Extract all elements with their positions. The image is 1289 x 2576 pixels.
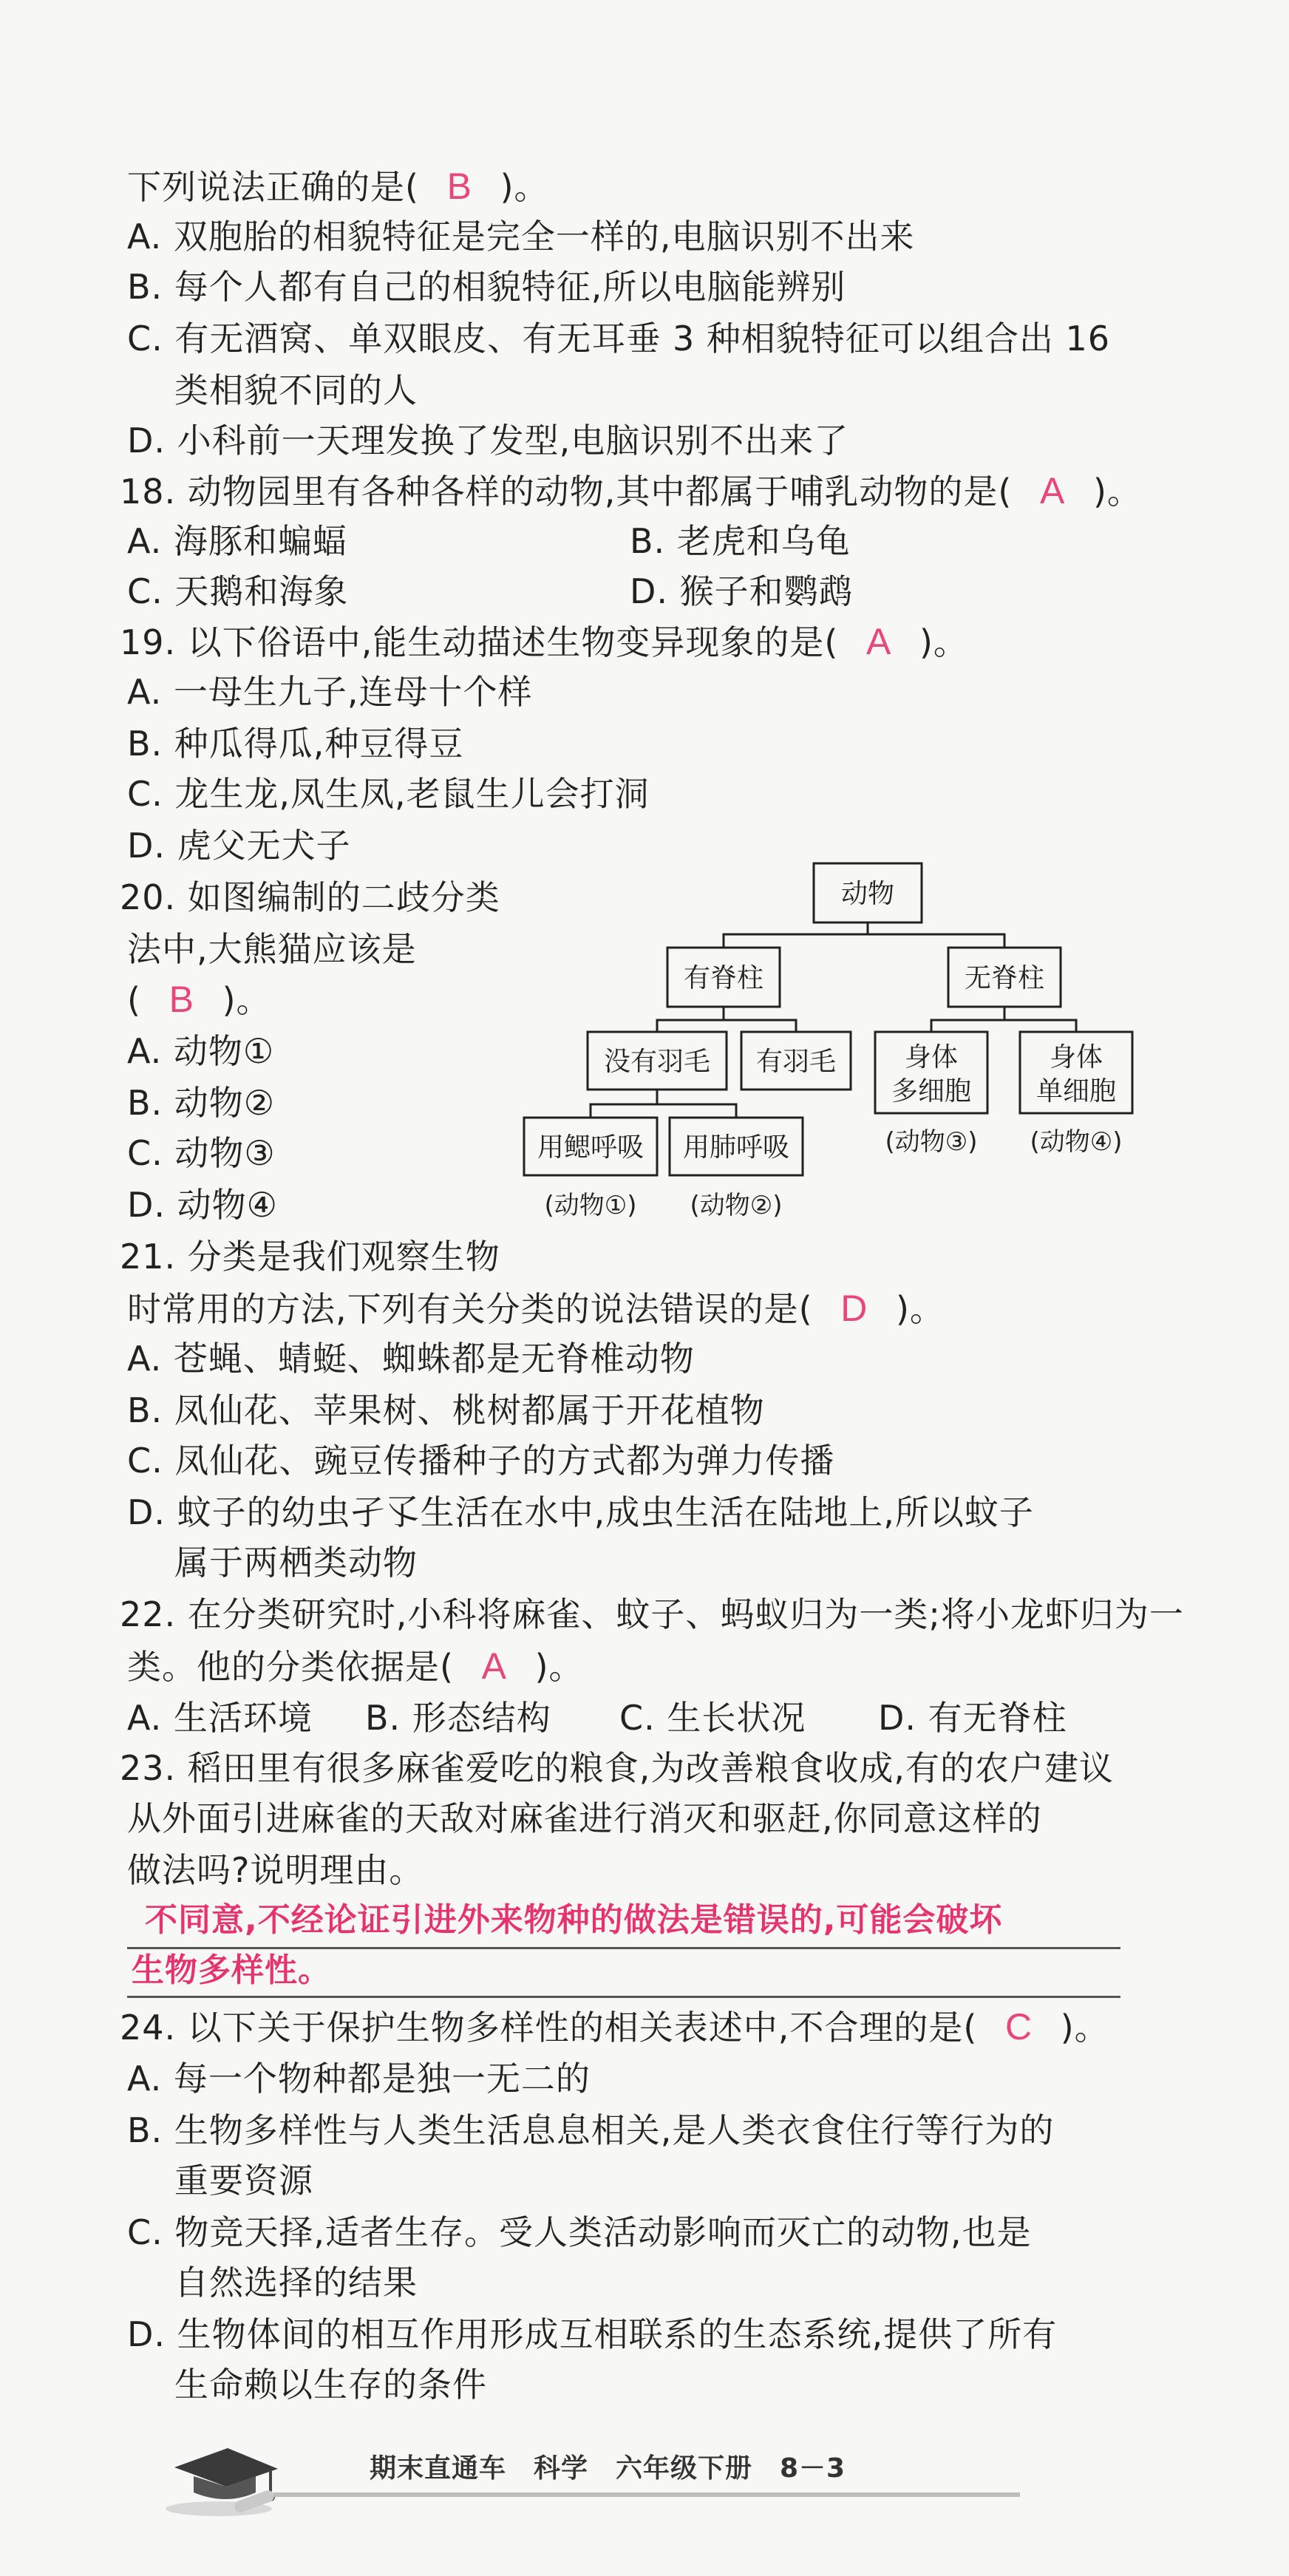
q20-stem-line1: 20. 如图编制的二歧分类 <box>120 877 500 917</box>
connector-invertebrate <box>931 1007 1076 1032</box>
q24-option-c: C. 物竞天择,适者生存。受人类活动影响而灭亡的动物,也是 <box>127 2212 1032 2252</box>
node-multicellular-l2: 多细胞 <box>891 1076 972 1107</box>
box-animal <box>814 863 922 922</box>
q18-option-d: D. 猴子和鹦鹉 <box>630 571 854 611</box>
q24-option-b: B. 生物多样性与人类生活息息相关,是人类衣食住行等行为的 <box>127 2110 1055 2150</box>
q24-option-a: A. 每一个物种都是独一无二的 <box>127 2059 591 2098</box>
q23-answer-line2: 生物多样性。 <box>132 1951 331 1989</box>
box-multicellular <box>875 1032 987 1113</box>
q21-stem-line1: 21. 分类是我们观察生物 <box>120 1237 500 1277</box>
q24-option-d-cont: 生命赖以生存的条件 <box>174 2365 487 2405</box>
box-no-feather <box>588 1032 727 1090</box>
q17-option-d: D. 小科前一天理发换了发型,电脑识别不出来了 <box>127 421 849 461</box>
q22-option-c: C. 生长状况 <box>619 1698 806 1738</box>
node-gill: 用鳃呼吸 <box>537 1132 644 1163</box>
node-multicellular-l1: 身体 <box>904 1042 959 1073</box>
label-animal-2: (动物②) <box>690 1191 783 1220</box>
q21-option-d: D. 蚊子的幼虫孑孓生活在水中,成虫生活在陆地上,所以蚊子 <box>127 1492 1034 1532</box>
q21-option-d-cont: 属于两栖类动物 <box>174 1543 418 1583</box>
q17-option-c-cont: 类相貌不同的人 <box>174 370 418 410</box>
label-animal-4: (动物④) <box>1030 1127 1123 1157</box>
q21-answer: D <box>840 1288 868 1329</box>
box-vertebrate <box>667 948 780 1007</box>
node-unicellular-l2: 单细胞 <box>1035 1076 1117 1107</box>
q22-stem-line1: 22. 在分类研究时,小科将麻雀、蚊子、蚂蚁归为一类;将小龙虾归为一 <box>120 1594 1184 1634</box>
node-vertebrate: 有脊柱 <box>683 963 764 993</box>
q19-stem: 19. 以下俗语中,能生动描述生物变异现象的是( A )。 <box>120 621 968 662</box>
q19-option-c: C. 龙生龙,凤生凤,老鼠生儿会打洞 <box>127 774 650 814</box>
q18-option-c: C. 天鹅和海象 <box>127 571 349 611</box>
q19-answer: A <box>865 621 892 662</box>
q23-answer-line1: 不同意,不经论证引进外来物种的做法是错误的,可能会破坏 <box>145 1901 1003 1939</box>
q19-option-d: D. 虎父无犬子 <box>127 826 351 866</box>
q20-answer-line: ( B )。 <box>127 979 271 1020</box>
box-lung <box>670 1118 803 1175</box>
q22-stem-line2: 类。他的分类依据是( A )。 <box>127 1645 584 1687</box>
node-unicellular-l1: 身体 <box>1049 1042 1103 1073</box>
q18-stem: 18. 动物园里有各种各样的动物,其中都属于哺乳动物的是( A )。 <box>120 470 1142 512</box>
q20-option-a: A. 动物① <box>127 1031 275 1071</box>
label-animal-1: (动物①) <box>544 1191 637 1220</box>
label-animal-3: (动物③) <box>885 1127 978 1157</box>
q17-option-c: C. 有无酒窝、单双眼皮、有无耳垂 3 种相貌特征可以组合出 16 <box>127 319 1111 358</box>
q20-option-b: B. 动物② <box>127 1083 276 1123</box>
box-feather <box>741 1032 851 1090</box>
q23-stem-line3: 做法吗?说明理由。 <box>127 1850 424 1890</box>
connector-no-feather <box>591 1090 736 1118</box>
q20-option-d: D. 动物④ <box>127 1185 278 1225</box>
q23-stem-line1: 23. 稻田里有很多麻雀爱吃的粮食,为改善粮食收成,有的农户建议 <box>120 1748 1115 1788</box>
q21-option-a: A. 苍蝇、蜻蜓、蜘蛛都是无脊椎动物 <box>127 1339 695 1379</box>
q17-stem: 下列说法正确的是( B )。 <box>127 166 549 207</box>
q21-stem-line2: 时常用的方法,下列有关分类的说法错误的是( D )。 <box>127 1288 945 1329</box>
q17-option-b: B. 每个人都有自己的相貌特征,所以电脑能辨别 <box>127 267 846 307</box>
q24-option-c-cont: 自然选择的结果 <box>174 2263 418 2303</box>
connector-root <box>724 922 1004 948</box>
q17-option-a: A. 双胞胎的相貌特征是完全一样的,电脑识别不出来 <box>127 217 915 256</box>
box-gill <box>524 1118 657 1175</box>
q18-option-a: A. 海豚和蝙蝠 <box>127 521 347 561</box>
connector-vertebrate <box>657 1007 796 1032</box>
node-invertebrate: 无脊柱 <box>964 963 1045 993</box>
box-unicellular <box>1020 1032 1132 1113</box>
q19-option-b: B. 种瓜得瓜,种豆得豆 <box>127 724 464 764</box>
q24-option-b-cont: 重要资源 <box>174 2161 313 2201</box>
node-feather: 有羽毛 <box>755 1047 837 1077</box>
node-lung: 用肺呼吸 <box>682 1132 790 1163</box>
q24-answer: C <box>1004 2006 1033 2047</box>
q24-stem: 24. 以下关于保护生物多样性的相关表述中,不合理的是( C )。 <box>120 2006 1109 2047</box>
footer-text: 期末直通车 科学 六年级下册 8－3 <box>370 2453 846 2484</box>
q23-stem-line2: 从外面引进麻雀的天敌对麻雀进行消灭和驱赶,你同意这样的 <box>127 1798 1042 1838</box>
q20-answer: B <box>169 979 194 1020</box>
q18-option-b: B. 老虎和乌龟 <box>630 521 851 561</box>
box-invertebrate <box>948 948 1061 1007</box>
q18-answer: A <box>1039 470 1066 512</box>
q21-option-c: C. 凤仙花、豌豆传播种子的方式都为弹力传播 <box>127 1441 835 1481</box>
q22-option-d: D. 有无脊柱 <box>878 1698 1067 1738</box>
q17-answer: B <box>446 166 472 207</box>
q21-option-b: B. 凤仙花、苹果树、桃树都属于开花植物 <box>127 1390 765 1430</box>
q20-stem-line2: 法中,大熊猫应该是 <box>127 929 417 969</box>
answer-underline-2 <box>127 1996 1120 1998</box>
footer-rule <box>273 2492 1020 2497</box>
q22-answer: A <box>481 1645 507 1687</box>
q24-option-d: D. 生物体间的相互作用形成互相联系的生态系统,提供了所有 <box>127 2314 1058 2354</box>
graduation-cap-icon <box>160 2438 285 2519</box>
node-no-feather: 没有羽毛 <box>603 1047 711 1077</box>
q22-option-a: A. 生活环境 <box>127 1698 313 1738</box>
q22-option-b: B. 形态结构 <box>365 1698 551 1738</box>
node-animal: 动物 <box>840 879 895 909</box>
q20-option-c: C. 动物③ <box>127 1133 276 1173</box>
q19-option-a: A. 一母生九子,连母十个样 <box>127 672 533 712</box>
